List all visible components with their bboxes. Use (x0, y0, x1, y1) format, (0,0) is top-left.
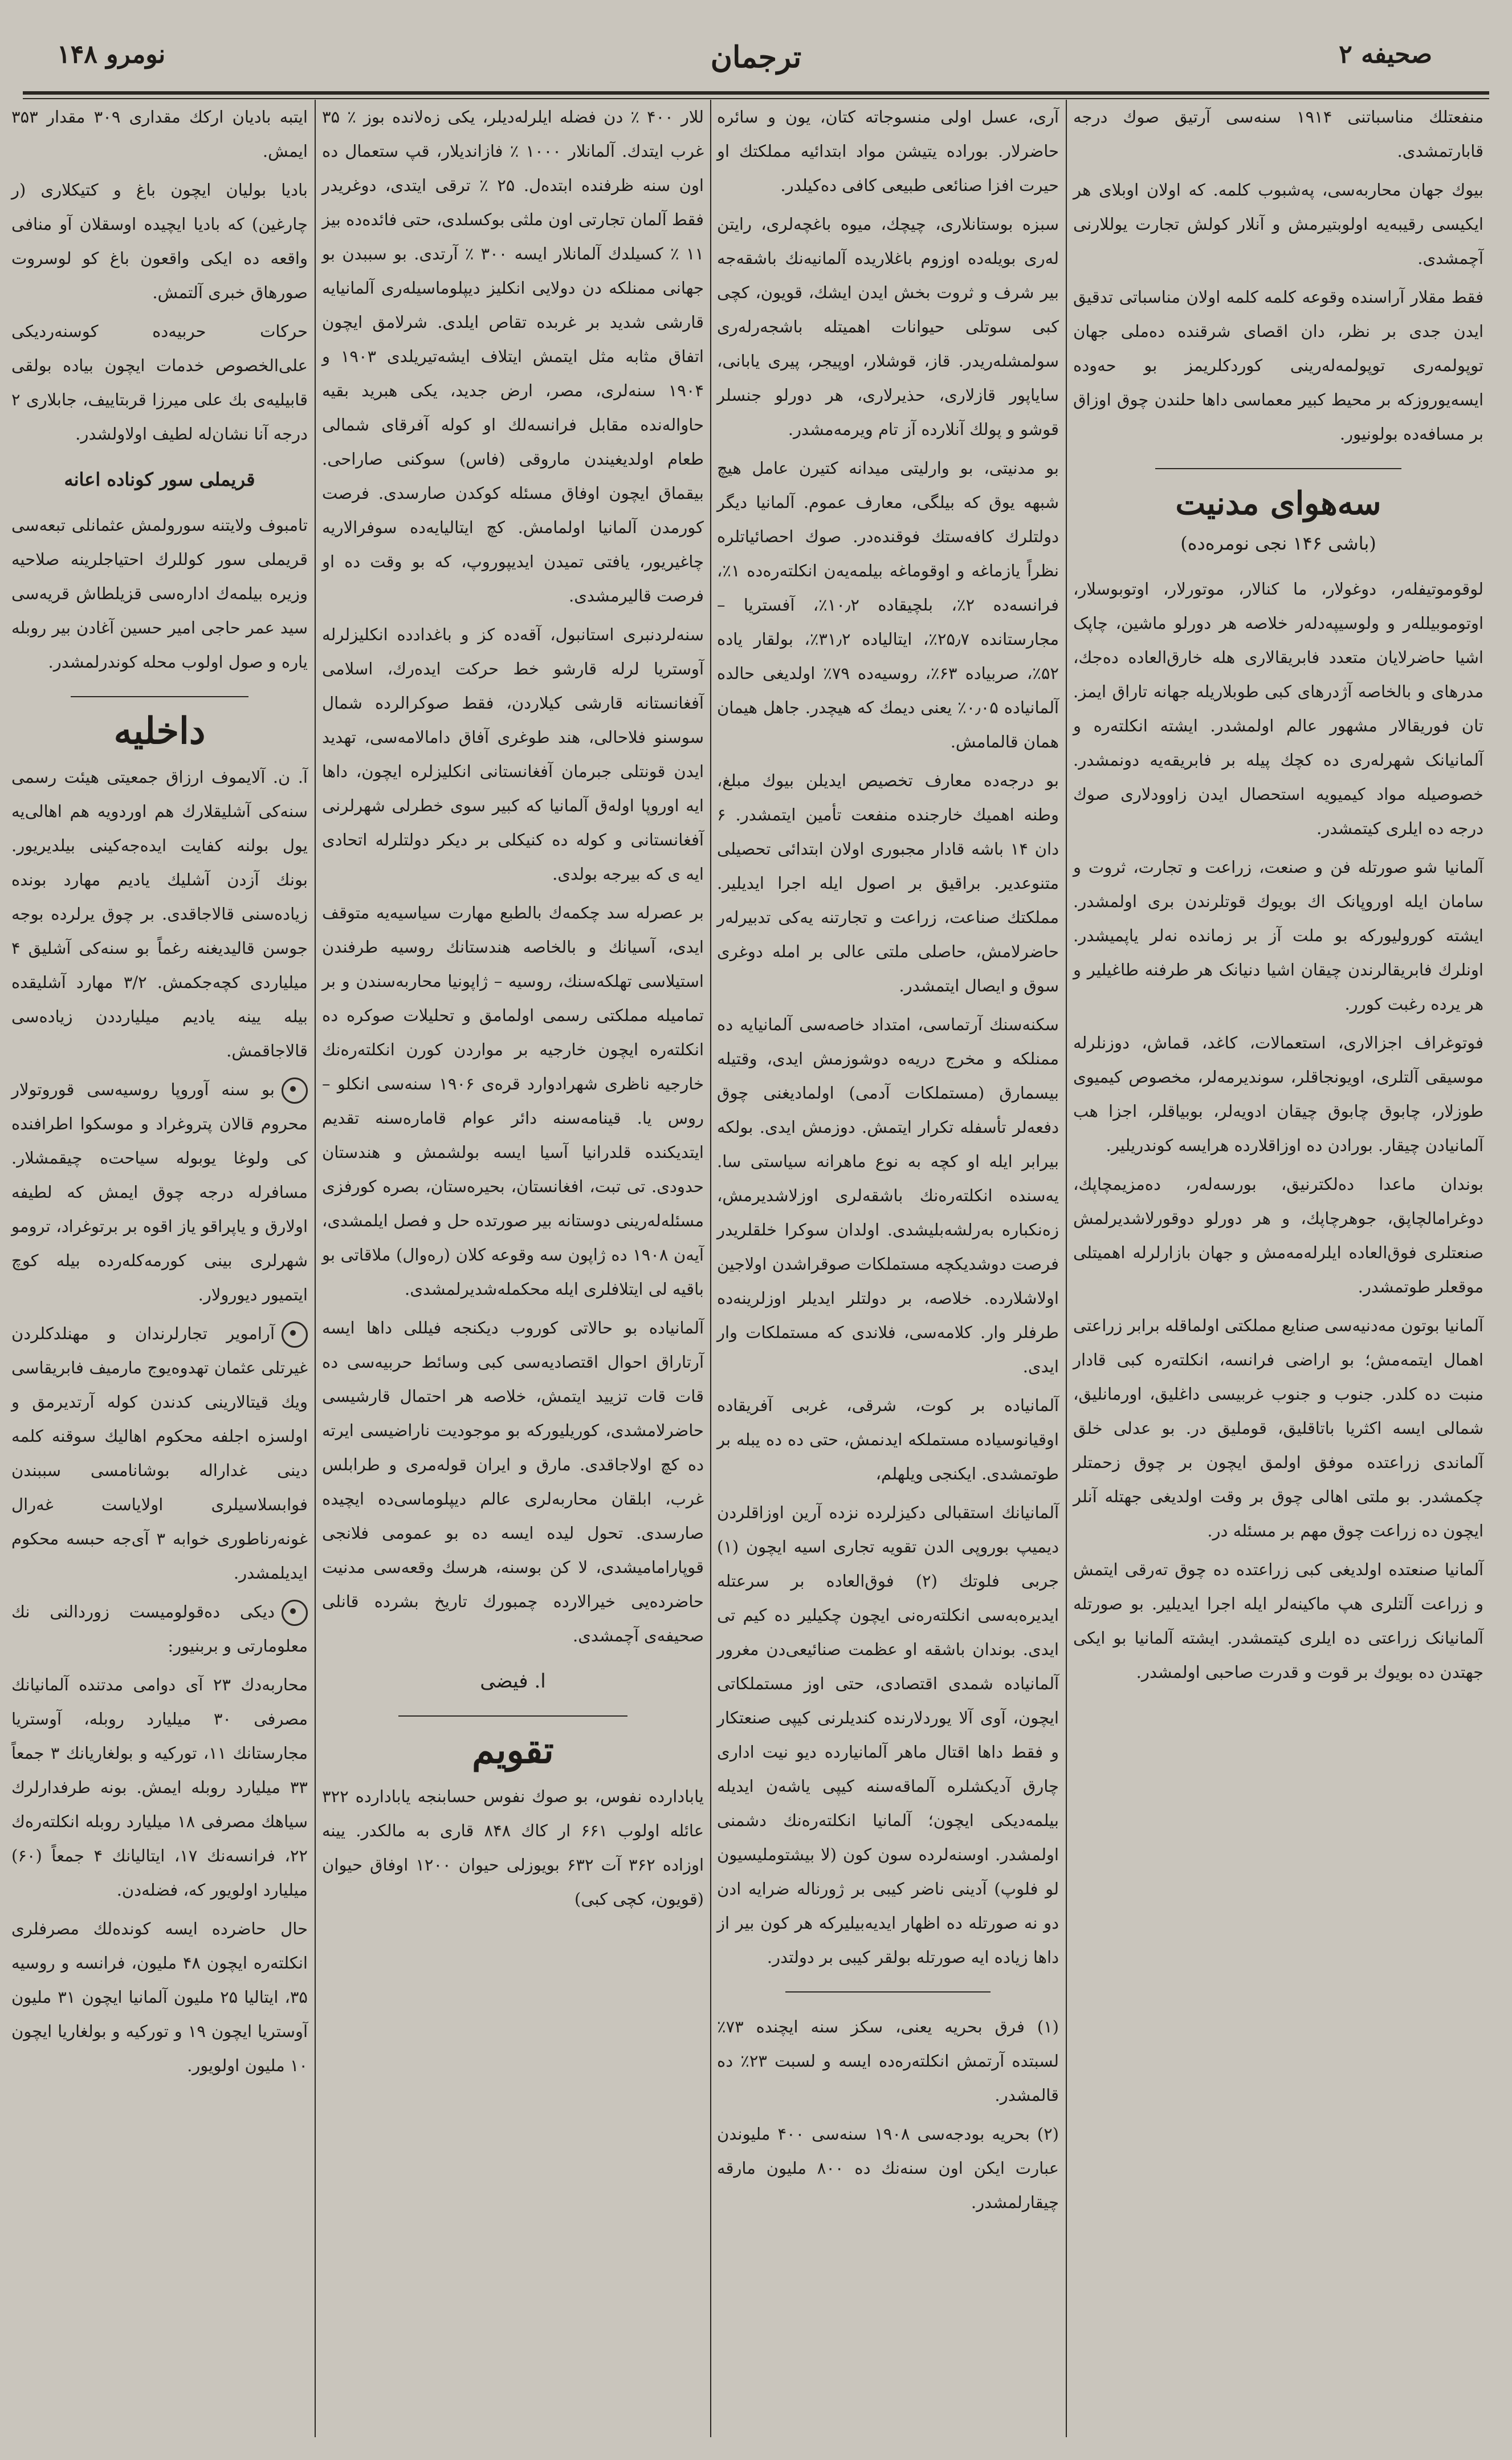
bullet-ornament-icon (282, 1600, 308, 1626)
paragraph: سبزه بوستانلاری، چیچك، میوه باغچەلری، رایتن لەری بویلەده اوزوم باغلاریدە آلمانیەنك باشقەجه بیر شرف و ثروت بخش ایدن ایشك، قویون، کچی کبی سوتلی حیوانات اهمیتله باشجەرلەری سولمشلەریدر. قاز، قوشلار، اوپیجر، پیری یابانی، سایاپور قازلاری، حذیرلاری، هر دورلو جنسلر قوشو و پولك آنلاردە آز تام ویرمەمشدر. (717, 214, 1059, 439)
paragraph: بو درجه‌ده معارف تخصیص ایدیلن بیوك مبلغ، وطنه اهمیك خارجنده منفعت تأمین ایتمشدر. ۶ دان ۱۴ باشه قادار مجبوری اولان ابتدائی تحصیلی متنوعدیر. براقیق بر اصول ایله اجرا ایدیلیر. مملکتك صناعت، زراعت و تجارتنه یەکی تدبیرلەر حاضرلامش، حاصلی ملتی عالی بر امله دوغری سوق و ایصال ایتمشدر. (717, 771, 1059, 995)
section-separator (398, 1715, 627, 1717)
news-item (11, 1072, 308, 1312)
news-item-text: آرامویر تجارلرندان و مهنلدکلردن غیرتلی عثمان تهدوه‌یوج مارمیف فابریقاسی ویك قیتالارینی کدندن کوله آرتدیرمق و اولسزه اجلفه محکوم اهالیك سوقنه کلمه دینی غداراله بوشانامسی سببندن فوابسلاسیلری اولایاست غه‌رال غونه‌رناطوری خوابه ۳ آی‌جه حبسه محکوم ایدیلمشدر. (11, 1324, 308, 1583)
issue-number: نومرو ۱۴۸ (57, 40, 166, 69)
section-heading: تقویم (472, 1729, 554, 1772)
footnote: (۲) بحریه بودجه‌سی ۱۹۰۸ سنەسی ۴۰۰ ملیوندن عبارت ایکن اون سنه‌نك ده ۸۰۰ ملیون مارقه چیقارلمشدر. (717, 2124, 1059, 2212)
paragraph: آلمانیاده بو حالاتی کوروب دیکنجه فیللی داها ایسه آرتاراق احوال اقتصادیه‌سی کبی وسائط حربیه‌سی ده قات قات تزیید ایتمش، خلاصه هر احتمال قارشیسی حاضرلامشدی، کوریلیورکه بو موجودیت ناراضیسی ایرته ده کچ اولاجاقدی. مارق و ایران قولەمری و طرابلس غرب، ابلقان محاربەلری عالم دیپلوماسی‌ده ایچیده صارسدی. تحول لیده ایسه ده بو عمومی فلانجی قوپارامامیشدی، لا کن بوسنه، هرسك وقعه‌سی مدنیت حاضرده‌یی خیرالارده چمبورك تاریخ بشرده قانلی صحیفه‌ی آچمشدی. (322, 1318, 704, 1645)
paragraph: فقط مقلار آراسنده وقوعه کلمه کلمه اولان مناسباتی تدقیق ایدن جدی بر نظر، دان اقصای شرقنده دەملی جهان توپولمەری توپولمەلەرینی کوردکلریمز بو حەوده ایسەیوروزکه بر محیط کبیر معماسی داها حلندن چوق اوزاق بر مسافەده بولونیور. (1073, 287, 1484, 444)
paragraph: آری، عسل اولی منسوجاته کتان، یون و سائره حاضرلار. بورادە یتیشن مواد ابتدائیه مملکتك او حیرت افزا صنائعی طبیعی کافی دەکیلدر. (717, 107, 1059, 195)
column-divider (1066, 100, 1067, 2437)
author-signature: ا. فیضی (480, 1670, 546, 1693)
footnote: (۱) فرق بحریه یعنی، سکز سنه ایچنده ۷۳٪ لسبتده آرتمش انکلتەره‌ده ایسه و لسبت ۲۳٪ ده قالمشدر. (717, 2017, 1059, 2105)
section-separator (1155, 468, 1401, 469)
paragraph: حرکات حربیه‌ده کوسنه‌ردیکی علی‌الخصوص خدمات ایچون بیاده بولقی قابیلیه‌ی بك علی میرزا قربتاییف، جابلاری ۲ درجه آنا نشان‌له لطیف اولاولشدر. (11, 322, 308, 444)
section-separator (71, 696, 248, 697)
paragraph: آ. ن. آلایموف ارزاق جمعیتی هیئت رسمی سنه‌کی آشلیقلارك هم اوردو‌یه هم اهالی‌یه یول بولنه کفایت ایده‌جه‌کینی بیلدیریور. بونك آزدن آشلیك یادیم مهارد بونده زیاده‌سنی قالاجاقدی. بر چوق یرلرده بوجه جوسن قالیدیغنه رغماً بو سنه‌کی آشلیق ۴ میلیاردی کچه‌جکمش. ۳/۲ مهارد آشلیقده بیله یینه یادیم میلیارددن زیاده‌سی قالاجاقمش. (11, 767, 308, 1060)
page-header (23, 23, 1489, 108)
masthead-title: ترجمان (710, 40, 802, 75)
paragraph: لوقوموتیفلەر، دوغولار، ما کنالار، موتورلار، اوتوبوسلار، اوتوموبیللەر و ولوسیپەدلەر خلاصه هر دورلو ماشین، چاپک اشیا حاضرلایان متعدد فابریقالاری هله خارق‌العاده دەجك، مدرهای و بالخاصه آژدرهای کبی طوبلاریله جهانه تاراق ایمز. تان فوریقالار مشهور عالم اولمشدر. ایشته انکلتەره و آلمانیانک شهرلەری ده کچك پیله بر فابریقه‌یه دونمشدر. خصوصیله مواد کیمیویه استحصال ایدن زاوودلاری صوك درجه دە ایلری کیتمشدر. (1073, 579, 1484, 838)
paragraph: منفعتلك مناسباتنی ۱۹۱۴ سنەسی آرتیق صوك درجه قابارتمشدی. (1073, 107, 1484, 161)
news-item-text: دیکی ده‌قولومیست زوردالنی نك معلومارتی و بربنیور: (11, 1602, 308, 1656)
news-item (11, 1316, 308, 1590)
paragraph: بو مدنیتی، بو وارلیتی میدانه کتیرن عامل هیچ شبهه یوق که بیلگی، معارف عموم. آلمانیا دیگر دولتلرك کافه‌ستك فوقندەدر. صوك احصائیاتلره نظراً یازماغه و اوقوماغه بیلمەیەن انکلتەرەده ۱٪، فرانسەده ۲٪، بلچیقاده ۱۰٫۲٪، آفستریا – مجارستانده ۲۵٫۷٪، ایتالیاده ۳۱٫۲٪، بولقار یاده ۵۲٪، صربیاده ۶۳٪، روسیەده ۷۹٪ اولدیغی حالده آلمانیاده ۰٫۰۵٪ یعنی دیمك که هیچدر. جاهل هیمان همان قالمامش. (717, 458, 1059, 751)
paragraph: فوتوغراف اجزالاری، استعمالات، کاغد، قماش، دوزنلرله موسیقی آلتلری، اویونجاقلر، سوندیرمه‌لر، مخصوص کیمیوی طوزلار، چابوق چابوق چیقان ادویه‌لر، بوبیاقلر، اجزا هب آلمانیادن چیقار. بورادن ده اوزاقلارده هرایسه کوندریلیر. (1073, 1033, 1484, 1155)
column-2 (711, 100, 1065, 2437)
paragraph: للار ۴۰۰ ٪ دن فضله ایلرله‌دیلر، یکی زەلاندە بوز ٪ ۳۵ غرب ایتدك. آلمانلار ۱۰۰۰ ٪ فازاندیلار، قپ ستعمال ده اون سنه ظرفنده ابتدەل. ۲۵ ٪ ترقی ایتدی، دوغریدر فقط آلمان تجارتی اون ملثی بوکسلدی، حتی فائدەده بیز ۱۱ ٪ کسیلدك آلمانلار ایسه ۳۰۰ ٪ آرتدی. بو سببدن بو جهانی ممنلکه دن دولایی انکلیز دیپلوماسیلەری آلمانیایه قارشی شدید بر غربده تقاص ایلدی. شرلامق ایچون اتفاق مثابه مثل ایتمش ایتلاف ایشه‌تیریلدی ۱۹۰۳ و ۱۹۰۴ سنه‌لری، مصر، ارض جدید، یکی هبرید بقیه حاوالەنده مقابل فرانسه‌لك او کوله آفرقای شمالی طعام اولدیغیندن ماروقی (فاس) سوکنی صاراحی. بیقماق ایچون اوفاق مسئله کوکدن صارسدی. فرصت کورمدن آلمانیا اولمامش. کچ ایتالیایەده سوفرالاریه چاغیریور، یافتی تمیدن ایدیپوروپ، که بو وقت ده او فرصت قالیرمشدی. (322, 107, 704, 605)
paragraph: تامبوف ولایتنه سورولمش عثمانلی تبعه‌سی قریملی سور کوللرك احتیاجلرینه صلاحیه وزیره بیلمه‌ك اداره‌سی قزیلطاش قریەسی سید عمر حاجی امیر حسین آغا‌دن بیر روبله یاره و صول اولوب محله کوندرلمشدر. (11, 515, 308, 672)
paragraph: بر عصرلە سد چکمەك بالطبع مهارت سیاسیه‌یه متوقف ایدی، آسیانك و بالخاصه هندستانك روسیه طرفندن استیلاسی تهلکه‌سنك، روسیه – ژاپونیا محاربەسندن و بر تمامیله مملکتی رسمی اولمامق و تحلیلات صوکره ده انکلتەره ایچون خارجیه بر مواردن کورن انکلتەره‌نك خارجیه ناظری شهرادوارد قرەی ۱۹۰۶ سنەسی انکلو – روس یا. قینامه‌سنه دائر عوام قامارەسنه تقدیم ایتدیکنده قلدرانیا آسیا ایسه بولشمش و هندستان حدودی. تی تبت، افغانستان، بحیرەستان، بصره کورفزی مسئلەلەرینی دوستانه بیر صورتده حل و فصل ایلمشدی، آیەن ۱۹۰۸ ده ژاپون سه وقوعه کلان (رەوال) ملاقاتی بو باقیه لی ایتلافلری ایله محکملەشدیرلمشدی. (322, 903, 704, 1299)
bullet-ornament-icon (282, 1077, 308, 1104)
paragraph: حال حاضرده ایسه کونده‌لك مصرفلری انکلتەره ایچون ۴۸ ملیون، فرانسه و روسیه ۳۵، ایتالیا ۲۵ ملیون آلمانیا ایچون ۳۱ ملیون آوستریا ایچون ۱۹ و تورکیه و بولغاریا ایچون ۱۰ ملیون اولویور. (11, 1919, 308, 2075)
column-1 (1067, 100, 1489, 2437)
paragraph: بوندان ماعدا دەلکترنیق، بورسەلەر، دەمزیمچاپك، دوغرامالچاپق، جوهرچاپك، و هر دورلو دوقورلاشدیرلمش صنعتلری فوق‌العاده ایلرلەمەمش و جهان بازارلرلە اهمیتلی موقعلر طوتمشدر. (1073, 1174, 1484, 1296)
column-3 (316, 100, 710, 2437)
paragraph: آلمانیا صنعتده اولدیغی کبی زراعتده ده چوق تەرقی ایتمش و زراعت آلتلری هپ ماکینەلر ایله اجرا ایدیلیر. بو صورتله آلمانیانک زراعتی ده ایلری کیتمشدر. ایشته آلمانیا بو ایکی جهتدن ده بویوك بر قوت و قدرت صاحبی اولمشدر. (1073, 1560, 1484, 1682)
column-4 (6, 100, 313, 2437)
header-rule-thin (23, 98, 1489, 99)
footnote-separator (785, 1991, 991, 1993)
bullet-ornament-icon (282, 1322, 308, 1348)
paragraph: ایتبه بادیان ارکك مقداری ۳۰۹ مقدار ۳۵۳ ایمش. (11, 107, 308, 161)
paragraph: محاربه‌دك ۲۳ آی دوامی مدتنده آلمانیانك مصرفی ۳۰ میلیارد روبله، آوستریا مجارستانك ۱۱، تورکیه و بولغاریانك ۳ جمعاً ۳۳ میلیارد روبله ایمش. بونه طرفدارلرك سیاهك مصرفی ۱۸ میلیارد روبله انکلتەرەك ۲۲، فرانسه‌نك ۱۷، ایتالیانك ۴ جمعاً (۶۰) میلیارد اولویور که، فضله‌دن. (11, 1675, 308, 1900)
paragraph: آلمانیانك استقبالی دکیزلرده نزده آرین اوزاقلردن دیمیپ بوروپی الدن تقویه تجاری اسیه ایچون (۱) جربی فلوتك (۲) فوق‌العاده بر سرعتله ایدیرەبەسی انکلتەرەنی ایچون چکیلیر ده کیم تی ایدی. بوندان باشقه او عظمت صنائیعی‌دن مغرور آلمانیاده شمدی اقتصادی، حتی اوز مستملکاتی ایچون، آوی آلا یوردلارنده کندیلرنی کیپی صنعتکار و فقط داها اقتال ماهر آلمانیارده دیو نیت اداری چارق آدیكشلره آلماقه‌سنه کیپی یاشەن ایدیله بیلمەدیکی ایچون؛ آلمانیا انکلتەرەنك دشمنی اولمشدر. اوسنەلرده سون کون (لا بیشتوملیسیون لو فلوپ) آدینی ناضر کیبی بر ژورناله ضرایه ادن دو نه صورتله ده اظهار ایدیه‌بیلیرکه هر کون بیر از داها زیاده ایه صورتله بولقر کیبی بر دولتدر. (717, 1503, 1059, 1967)
article-heading: سەهوای مدنیت (1175, 485, 1381, 522)
paragraph: بادیا بولیان ایچون باغ و کتیکلاری (ر چارغین) که بادیا ایچیده اوسقلان آو منافی واقعه ده ایکی واقعون باغ کو لوسروت صورهاق خبری آلتمش. (11, 180, 308, 302)
news-subheading: قریملی سور کوناده اعانه (64, 469, 255, 490)
news-item-text: بو سنه آوروپا روسیه‌سی قوروتولار محروم قالان پتروغراد و موسکوا اطرافنده کی ولوغا یوبوله سیاحت‌ه چیقمشلار. مسافرله درجه چوق ایمش که لطیفه اولارق و یاپراقو یاز اقوه بر برتوغراد، ترومو شهرلری بینی کورمەکلەرده بیله کوچ ایتمیور دیورولار. (11, 1080, 308, 1304)
article-subheading: (باشی ۱۴۶ نجی نومرەده) (1180, 532, 1376, 554)
paragraph: بیوك جهان محاربەسی، پەشبوب کلمه. که اولان اوبلای هر ایکیسی رقیبەیه اولوبتیرمش و آنلار کولش تجارت یوللارنی آچمشدی. (1073, 180, 1484, 268)
paragraph: آلمانیا شو صورتله فن و صنعت، زراعت و تجارت، ثروت و سامان ایله اوروپانک اك بویوك قوتلرندن بری اولمشدر. ایشته کورولیورکه بو ملت آز بر زمانده نەلر یاپمیشدر. اونلرك فابریقالرندن چیقان اشیا دنیانک هر طرفنه طاغیلیر و هر یرده رغبت کورر. (1073, 857, 1484, 1014)
paragraph: سنه‌لردنبری استانبول، آقەده کز و باغدادده انکلیزلرله آوستریا لرله قارشو خط حرکت ایده‌رك، اسلامی آفغانستانه قارشی کیلاردن، فقط صوکرالرده شمال سوسنو فلاحالی، هند طوغری آفاق دامالامه‌سی، تهدید ایدن قونتلی جبرمان آفغانستانی انکلیزلره ایچون، داها ایه اوروپا اولەق آلمانیا که کبیر سوی خطرلی شهرلرنی آفغانستانی و کوله ده کنیكلی بر دیکر دولتلرله اتحادی ایه ی که بیرجه بولدی. (322, 625, 704, 884)
column-divider (315, 100, 316, 2437)
paragraph: یابادارده نفوس، بو صوك نفوس حسابنجه یابادارده ۳۲۲ عائله اولوب ۶۶۱ ار کاك ۸۴۸ قاری به مالکدر. یینه اوزاده ۳۶۲ آت ۶۳۲ بویوزلی حیوان ۱۲۰۰ اوفاق حیوان (قویون، کچی کبی) (322, 1787, 704, 1909)
news-item (11, 1595, 308, 1663)
paragraph: آلمانیادە بر کوت، شرقی، غربی آفریقاده اوقیانوسیاده مستملکه ایدنمش، حتی ده ده یبلە بر طوتمشدی. ایکنجی ویلهلم، (717, 1396, 1059, 1483)
paragraph: آلمانیا بوتون مەدنیەسی صنایع مملکتی اولماقله برابر زراعتی اهمال ایتمەمش؛ بو اراضی فرانسه، انکلتەره کبی قادار منبت ده کلدر. جنوب و جنوب غربیسی داغلیق، اورمانلیق، شمالی ایسه اکثریا باتاقلیق، قوملیق در. بو عدلی خلق آلماندی زراعتده موفق اولمق ایچون بر چوق زحمتلر چکمشدر. بو ملتی اهالی چوق بر وقت اولدیغی جهتله آنلر ایچون ده زراعت چوق مهم بر مسئله در. (1073, 1316, 1484, 1540)
paragraph: سکنەسنك آرتماسی، امتداد خاصه‌سی آلمانیایه دە ممنلکه و مخرج دریه‌ه دوشوزمش ایدی، وقتیله بیسمارق (مستملکات آدمی) اولمادیغنی چوق دفعه‌لر تأسفله تکرار ایتمش. دوزمش ایدی. بولکه بیرابر ایله او کچه به نوع ماهرانه سیاستی سا. یەسنده انکلتەرەنك باشقەلری اوزلاشدیرمش، زەنکباره بەرلشەبلیشدی. اولدان سوکرا خلقلریدر فرصت دوشدیکچە مستملکات صوقراشدن اولاجین اولاشلارده. خلاصه، بر دولتلر ایدیلر اوزلرینه‌ده طرفلر وار. کلامەسی، فلاندی که مستملکات وار ایدی. (717, 1015, 1059, 1376)
page-label: صحیفه ۲ (1339, 40, 1432, 69)
section-heading: داخلیه (113, 710, 206, 753)
header-rule (23, 91, 1489, 95)
